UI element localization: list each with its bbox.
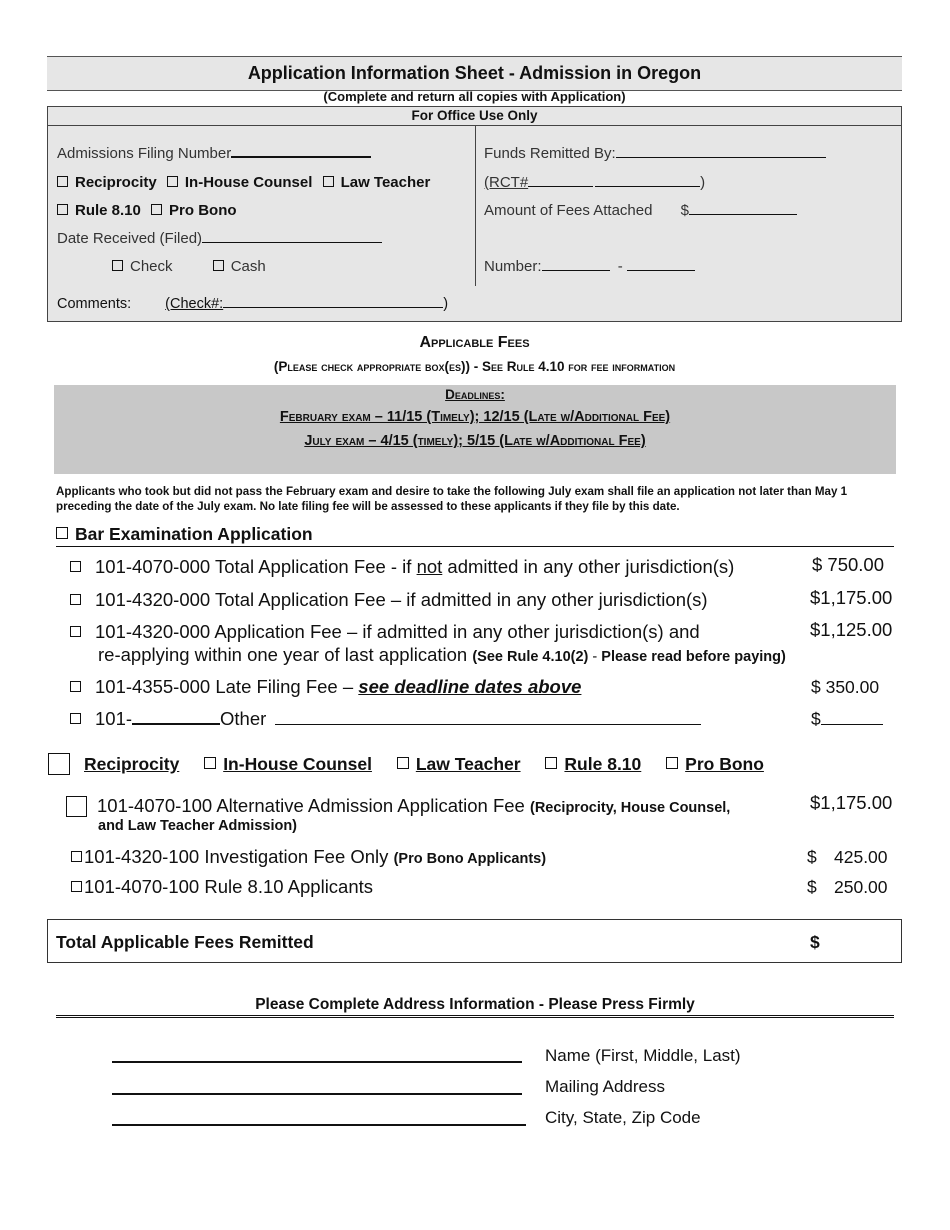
fee-row-4355-000[interactable]: 101-4355-000 Late Filing Fee – see deadline dates above bbox=[70, 676, 581, 698]
deadlines-title: Deadlines: bbox=[445, 387, 505, 402]
fee-amount-4320-000: $1,175.00 bbox=[810, 587, 893, 608]
office-reciprocity-checkbox[interactable]: Reciprocity bbox=[57, 174, 157, 191]
fees-heading: Applicable Fees bbox=[419, 334, 530, 351]
office-rule810-checkbox[interactable]: Rule 8.10 bbox=[57, 202, 141, 219]
fee-row-4070-000[interactable]: 101-4070-000 Total Application Fee - if not admitted in any other jurisdiction(s) bbox=[70, 556, 734, 578]
fee-row-4320-000[interactable]: 101-4320-000 Total Application Fee – if admitted in any other jurisdiction(s) bbox=[70, 589, 708, 611]
name-input[interactable] bbox=[112, 1061, 522, 1063]
mailing-address-input[interactable] bbox=[112, 1093, 522, 1095]
office-divider bbox=[475, 125, 476, 286]
alt-lawteacher-checkbox[interactable]: Law Teacher bbox=[397, 754, 521, 774]
alt-fee-row-rule810[interactable]: 101-4070-100 Rule 8.10 Applicants bbox=[71, 876, 373, 898]
alt-probono-checkbox[interactable]: Pro Bono bbox=[666, 754, 764, 774]
fee-row-other[interactable]: 101- Other bbox=[70, 708, 701, 730]
city-state-zip-input[interactable] bbox=[112, 1124, 526, 1126]
bar-exam-checkbox[interactable] bbox=[56, 524, 894, 547]
total-label: Total Applicable Fees Remitted bbox=[56, 932, 314, 952]
notice-text: Applicants who took but did not pass the February exam and desire to take the following July exam shall file an application not later than May 1 preceding the date of the July exam. No late filing fee will be assessed to these applicants if they file by this date. bbox=[56, 485, 848, 513]
alt-fee-currency-rule810: $ bbox=[807, 877, 817, 897]
alt-fee-amount-rule810: 250.00 bbox=[834, 877, 888, 897]
fees-instruction: (Please check appropriate box(es)) - See Rule 4.10 for fee information bbox=[273, 359, 676, 374]
name-label: Name (First, Middle, Last) bbox=[545, 1046, 741, 1065]
fee-amount-4070-000: $ 750.00 bbox=[812, 554, 885, 575]
office-types-row1 bbox=[57, 174, 430, 191]
alt-fee-row-4070-100-line2: and Law Teacher Admission) bbox=[98, 818, 298, 834]
total-currency[interactable]: $ bbox=[810, 932, 820, 952]
rct-field[interactable]: (RCT# ) bbox=[484, 174, 706, 191]
filing-number-field[interactable]: Admissions Filing Number bbox=[57, 145, 371, 162]
alt-rule810-checkbox[interactable]: Rule 8.10 bbox=[545, 754, 641, 774]
date-received-field[interactable]: Date Received (Filed) bbox=[57, 230, 382, 247]
check-checkbox[interactable]: Check bbox=[112, 258, 173, 275]
office-probono-checkbox[interactable]: Pro Bono bbox=[151, 202, 237, 219]
total-box bbox=[47, 919, 902, 963]
alt-inhouse-checkbox[interactable]: In-House Counsel bbox=[204, 754, 372, 774]
fee-amount-other[interactable]: $ bbox=[811, 709, 883, 730]
office-use-heading: For Office Use Only bbox=[48, 107, 901, 126]
form-header bbox=[47, 56, 902, 91]
cash-checkbox[interactable]: Cash bbox=[213, 258, 266, 275]
office-lawteacher-checkbox[interactable]: Law Teacher bbox=[323, 174, 431, 191]
fee-row-4320-000-reapply[interactable]: 101-4320-000 Application Fee – if admitted in any other jurisdiction(s) and bbox=[70, 621, 700, 643]
mailing-address-label: Mailing Address bbox=[545, 1077, 666, 1096]
alt-fee-amount-4070-100: $1,175.00 bbox=[810, 792, 893, 813]
office-types-row2 bbox=[57, 202, 237, 219]
bar-exam-title: Bar Examination Application bbox=[75, 524, 313, 544]
alt-types-row bbox=[48, 754, 764, 776]
number-field[interactable]: Number: - bbox=[484, 258, 695, 275]
funds-remitted-field[interactable]: Funds Remitted By: bbox=[484, 145, 826, 162]
city-state-zip-label: City, State, Zip Code bbox=[545, 1108, 701, 1127]
fee-amount-4355-000: $ 350.00 bbox=[811, 677, 880, 697]
alt-fee-row-4070-100[interactable]: 101-4070-100 Alternative Admission Application Fee (Reciprocity, House Counsel, bbox=[66, 795, 730, 818]
deadline-july: July exam – 4/15 (timely); 5/15 (Late w/Additional Fee) bbox=[304, 433, 646, 449]
amount-attached-field[interactable]: Amount of Fees Attached $ bbox=[484, 202, 797, 219]
page-title: Application Information Sheet - Admission in Oregon bbox=[247, 63, 702, 83]
payment-method-row bbox=[112, 258, 266, 275]
alt-fee-amount-4320-100: 425.00 bbox=[834, 847, 888, 867]
form-subtitle: (Complete and return all copies with Application) bbox=[323, 89, 626, 104]
alt-fee-currency-4320-100: $ bbox=[807, 847, 817, 867]
fee-row-4320-000-reapply-line2: re-applying within one year of last application (See Rule 4.10(2) - Please read before paying) bbox=[98, 644, 786, 665]
deadline-february: February exam – 11/15 (Timely); 12/15 (Late w/Additional Fee) bbox=[279, 409, 671, 425]
address-section-title: Please Complete Address Information - Please Press Firmly bbox=[56, 996, 894, 1018]
alt-fee-row-4320-100[interactable]: 101-4320-100 Investigation Fee Only (Pro Bono Applicants) bbox=[71, 846, 546, 868]
fee-amount-4320-000-reapply: $1,125.00 bbox=[810, 619, 893, 640]
alt-reciprocity-checkbox[interactable]: Reciprocity bbox=[48, 754, 179, 774]
office-inhouse-checkbox[interactable]: In-House Counsel bbox=[167, 174, 313, 191]
comments-field[interactable]: Comments: (Check#: ) bbox=[57, 296, 449, 312]
